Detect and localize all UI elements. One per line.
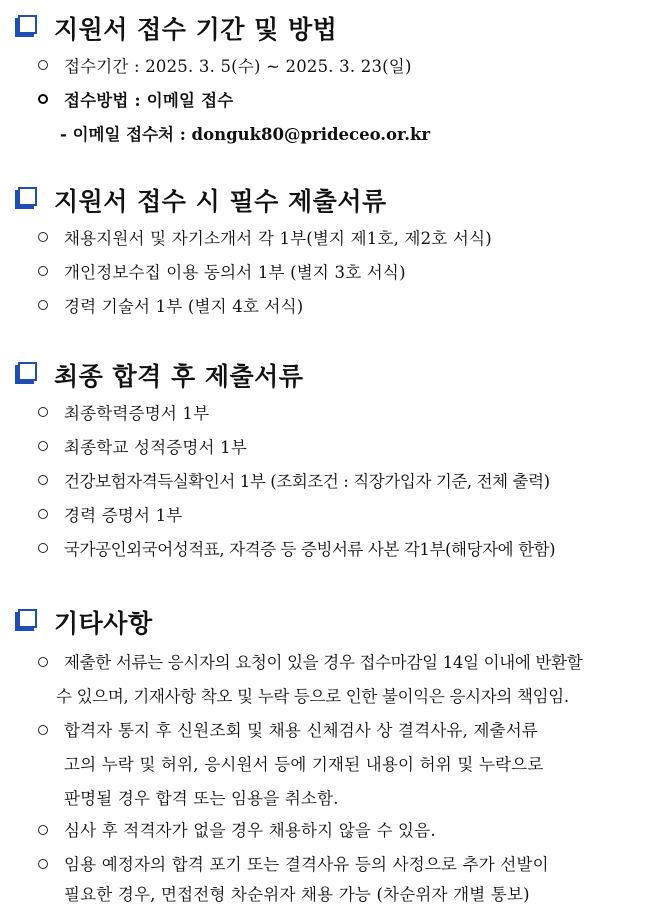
section-heading xyxy=(0,8,666,44)
circle-bullet-icon xyxy=(38,232,48,242)
circle-bullet-icon xyxy=(38,725,48,735)
circle-bullet-icon xyxy=(38,300,48,310)
circle-bullet-icon xyxy=(38,859,48,869)
section-heading xyxy=(0,602,666,638)
circle-bullet-icon xyxy=(38,657,48,667)
checkbox-square-icon xyxy=(18,15,37,34)
circle-bullet-icon xyxy=(38,94,48,104)
circle-bullet-icon xyxy=(38,407,48,417)
section-title: 지원서 접수 시 필수 제출서류 xyxy=(54,187,387,216)
list-item-line: 제출한 서류는 응시자의 요청이 있을 경우 접수마감일 14일 이내에 반환할 xyxy=(64,653,583,672)
list-item-text: 접수기간 : 2025. 3. 5(수) ~ 2025. 3. 23(일) xyxy=(64,57,412,76)
list-item xyxy=(0,397,666,431)
list-item-line: 임용 예정자의 합격 포기 또는 결격사유 등의 사정으로 추가 선발이 xyxy=(64,855,549,874)
list-item-line: 고의 누락 및 허위, 응시원서 등에 기재된 내용이 허위 및 누락으로 xyxy=(64,755,544,774)
checkbox-square-icon xyxy=(18,187,37,206)
circle-bullet-icon xyxy=(38,475,48,485)
section-post-acceptance-documents xyxy=(0,355,666,391)
circle-bullet-icon xyxy=(38,441,48,451)
list-item xyxy=(0,499,666,533)
list-item-text: 개인정보수집 이용 동의서 1부 (별지 3호 서식) xyxy=(64,263,406,282)
circle-bullet-icon xyxy=(38,60,48,70)
list-item-text: 경력 기술서 1부 (별지 4호 서식) xyxy=(64,297,304,316)
list-item-text: 최종학력증명서 1부 xyxy=(64,404,210,423)
list-item xyxy=(0,714,666,816)
section-application-period xyxy=(0,8,666,44)
section-required-documents xyxy=(0,180,666,216)
list-item xyxy=(0,118,666,152)
checkbox-square-icon xyxy=(18,609,37,628)
list-item xyxy=(0,465,666,499)
list-item xyxy=(0,84,666,118)
checkbox-square-icon xyxy=(18,362,37,381)
list-item-text: 최종학교 성적증명서 1부 xyxy=(64,438,247,457)
list-item xyxy=(0,290,666,324)
section-other-notes xyxy=(0,602,666,638)
list-item xyxy=(0,50,666,84)
list-item xyxy=(0,848,666,916)
list-item xyxy=(0,222,666,256)
circle-bullet-icon xyxy=(38,509,48,519)
list-item xyxy=(0,256,666,290)
list-item xyxy=(0,533,666,567)
list-item xyxy=(0,814,666,848)
section-title: 기타사항 xyxy=(54,609,153,638)
circle-bullet-icon xyxy=(38,825,48,835)
list-item-text: 건강보험자격득실확인서 1부 (조회조건 : 직장가입자 기준, 전체 출력) xyxy=(64,472,550,491)
section-heading xyxy=(0,180,666,216)
list-item-line: 판명될 경우 합격 또는 임용을 취소함. xyxy=(64,789,339,808)
list-item-text: 채용지원서 및 자기소개서 각 1부(별지 제1호, 제2호 서식) xyxy=(64,229,492,248)
list-item-line: 심사 후 적격자가 없을 경우 채용하지 않을 수 있음. xyxy=(64,821,436,840)
list-item-line: 필요한 경우, 면접전형 차순위자 채용 가능 (차순위자 개별 통보) xyxy=(64,885,530,904)
list-item-text: 국가공인외국어성적표, 자격증 등 증빙서류 사본 각1부(해당자에 한함) xyxy=(64,540,556,559)
list-item-text: 접수방법 : 이메일 접수 xyxy=(64,91,234,110)
list-item-text: 경력 증명서 1부 xyxy=(64,506,183,525)
section-title: 지원서 접수 기간 및 방법 xyxy=(54,15,338,44)
section-title: 최종 합격 후 제출서류 xyxy=(54,362,304,391)
list-item xyxy=(0,431,666,465)
email-address-text: - 이메일 접수처 : donguk80@prideceo.or.kr xyxy=(60,125,431,144)
section-heading xyxy=(0,355,666,391)
list-item-line: 합격자 통지 후 신원조회 및 채용 신체검사 상 결격사유, 제출서류 xyxy=(64,721,539,740)
list-item-line: 수 있으며, 기재사항 착오 및 누락 등으로 인한 불이익은 응시자의 책임임. xyxy=(56,687,569,706)
list-item xyxy=(0,646,666,714)
circle-bullet-icon xyxy=(38,266,48,276)
circle-bullet-icon xyxy=(38,543,48,553)
